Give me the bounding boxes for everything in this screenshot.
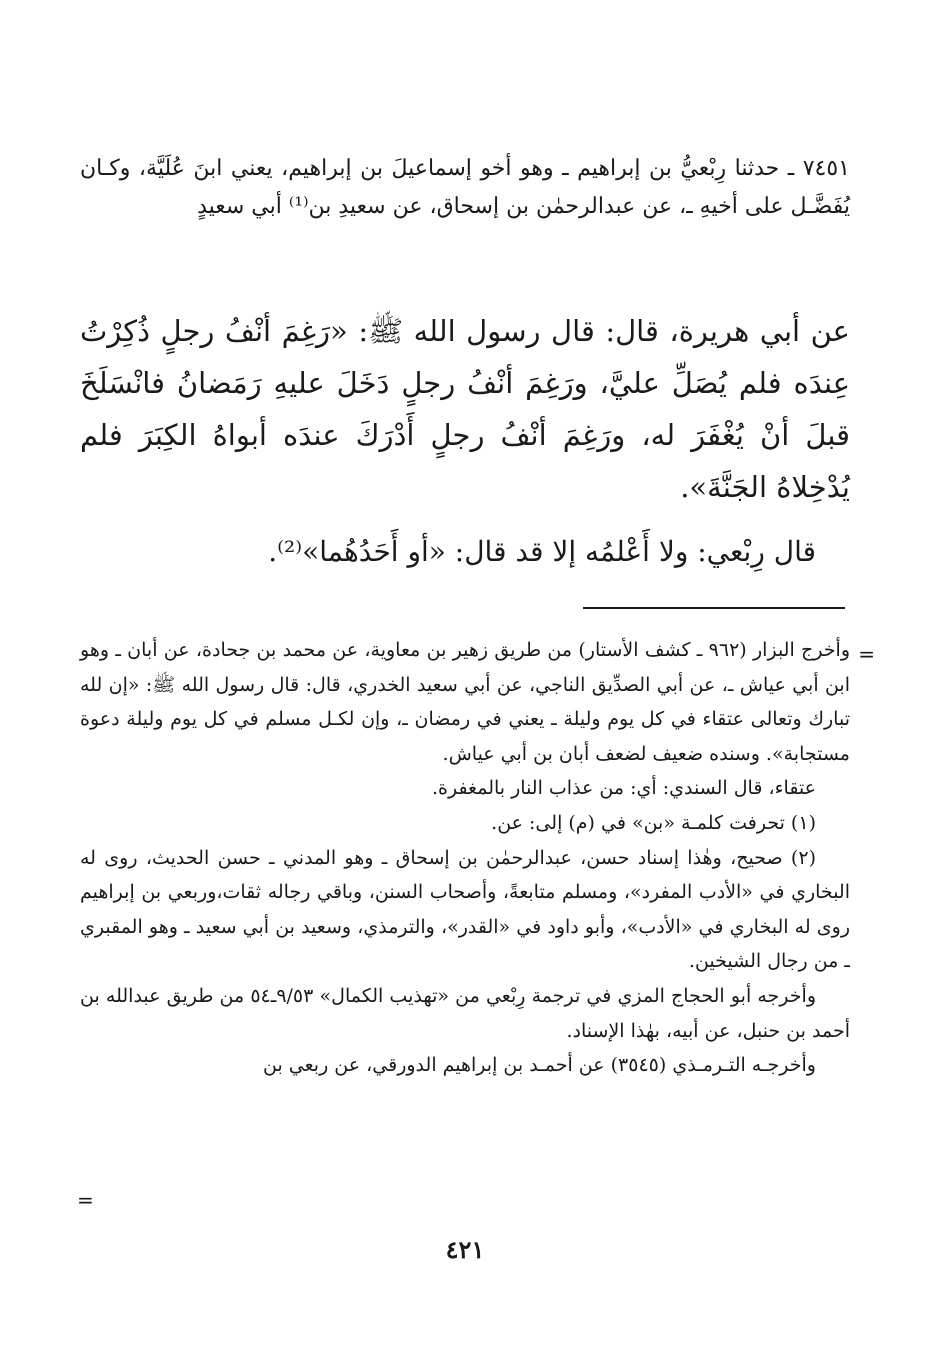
footnote-paragraph: وأخرج البزار (٩٦٢ ـ كشف الأستار) من طريق زهير بن معاوية، عن محمد بن جحادة، عن أبان ـ وهو ابن أبي عياش ـ، عن أبي الصدِّيق الناجي، عن أبي سعيد الخدري، قال: قال رسول الله ﷺ: «إن لله تبارك وتعالى عتقاء في كل يوم وليلة ـ يعني في رمضان ـ، وإن لكـل مسلم في كل يوم وليلة دعوة مستجابة». وسنده ضعيف لضعف أبان بن أبي عياش. (80, 639, 851, 765)
footnote-paragraph: (١) تحرفت كلمـة «بن» في (م) إلى: عن. (491, 811, 816, 834)
narrator-statement: قال رِبْعي: ولا أَعْلمُه إلا قد قال: «أو أَحَدُهُما»⁽²⁾. (268, 535, 816, 568)
page-number: ٤٢١ (445, 1235, 485, 1264)
hadith-isnad: ٧٤٥١ ـ حدثنا رِبْعيُّ بن إبراهيم ـ وهو أخو إسماعيلَ بن إبراهيم، يعني ابنَ عُلَيَّة، وكـان يُفَضَّـل على أخيهِ ـ، عن عبدالرحمٰن بن إسحاق، عن سعيدِ بن⁽¹⁾ أبي سعيدٍ (80, 156, 850, 219)
continuation-mark-bottom: = (77, 1188, 94, 1212)
footnote-separator (583, 607, 845, 609)
footnote-paragraph: وأخرجـه التـرمـذي (٣٥٤٥) عن أحمـد بن إبراهيم الدورقي، عن ربعي بن (263, 1054, 816, 1077)
continuation-mark-top: = (858, 642, 875, 666)
footnotes (80, 633, 850, 1083)
footnote-paragraph: عتقاء، قال السندي: أي: من عذاب النار بالمغفرة. (431, 777, 816, 800)
footnote-paragraph: (٢) صحيح، وهٰذا إسناد حسن، عبدالرحمٰن بن إسحاق ـ وهو المدني ـ حسن الحديث، روى له البخاري في «الأدب المفرد»، ومسلم متابعةً، وأصحاب السنن، وباقي رجاله ثقات،وربعي بن إبراهيم روى له البخاري في «الأدب»، وأبو داود في «القدر»، والترمذي، وسعيد بن أبي سعيد ـ وهو المقبري ـ من رجال الشيخين. (80, 846, 850, 973)
footnote-paragraph: وأخرجه أبو الحجاج المزي في ترجمة رِبْعي من «تهذيب الكمال» ٩/٥٣ـ٥٤ من طريق عبدالله بن أحمد بن حنبل، عن أبيه، بهٰذا الإسناد. (80, 984, 850, 1042)
hadith-matn: عن أبي هريرة، قال: قال رسول الله ﷺ: «رَغِمَ أنْفُ رجلٍ ذُكِرْتُ عِندَه فلم يُصَلِّ عليَّ، ورَغِمَ أنْفُ رجلٍ دَخَلَ عليهِ رَمَضانُ فانْسَلَخَ قبلَ أنْ يُغْفَرَ له، ورَغِمَ أنْفُ رجلٍ أَدْرَكَ عندَه أبواهُ الكِبَرَ فلم يُدْخِلاهُ الجَنَّةَ». (80, 314, 850, 504)
